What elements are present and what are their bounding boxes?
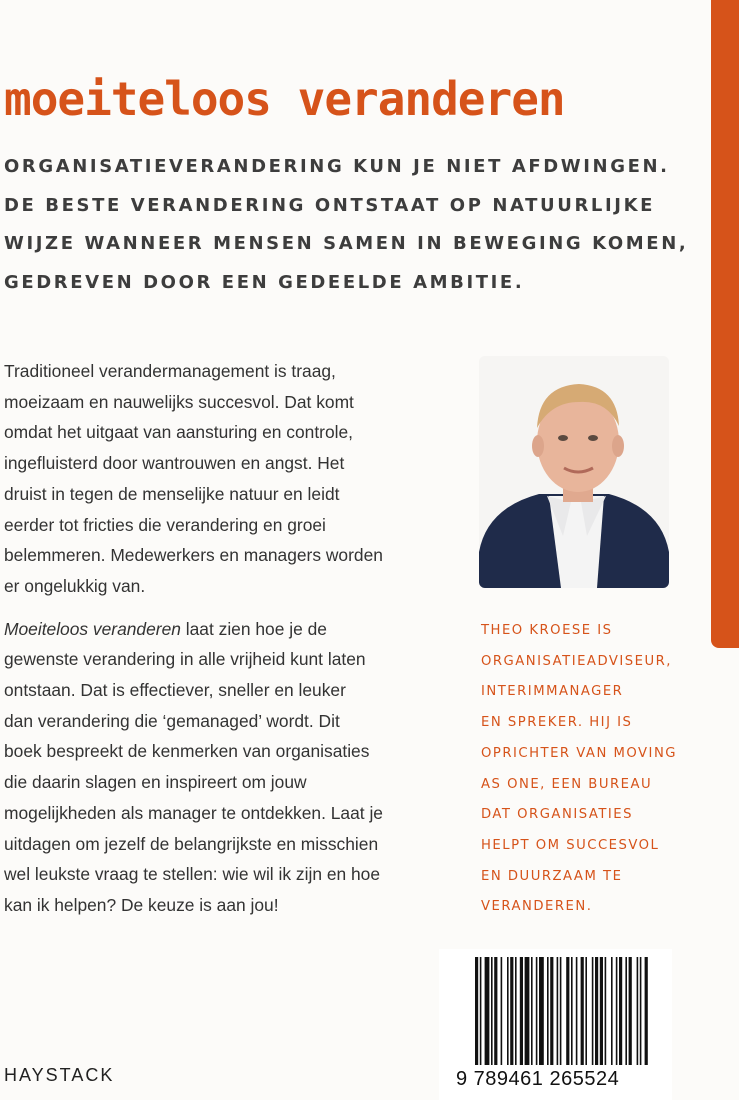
- body-paragraph-2: [4, 614, 464, 921]
- barcode-bar: [571, 957, 573, 1065]
- barcode-bar: [576, 957, 578, 1065]
- bio-line: HELPT OM SUCCESVOL: [481, 837, 660, 853]
- bio-line: OPRICHTER VAN MOVING: [481, 745, 678, 761]
- barcode-bar: [507, 957, 509, 1065]
- body-line: wel leukste vraag te stellen: wie wil ik zijn en hoe: [4, 864, 381, 885]
- body-line: belemmeren. Medewerkers en managers worden: [4, 545, 383, 566]
- barcode-bar: [600, 957, 603, 1065]
- body-line-rest: laat zien hoe je de: [180, 618, 327, 639]
- barcode-bar: [547, 957, 549, 1065]
- barcode-bar: [501, 957, 503, 1065]
- book-title: moeiteloos veranderen: [4, 72, 565, 126]
- body-line: Traditioneel verandermanagement is traag,: [4, 361, 336, 381]
- body-line: omdat het uitgaat van aansturing en controle,: [4, 422, 354, 443]
- barcode-bar: [645, 957, 648, 1065]
- body-paragraph-1: [4, 356, 464, 602]
- barcode-bar: [475, 957, 478, 1065]
- barcode-bar: [592, 957, 594, 1065]
- body-line: mogelijkheden als manager te ontdekken. Laat je: [4, 802, 383, 823]
- barcode-bar: [491, 957, 493, 1065]
- isbn-number: 9 789461 265524: [456, 1068, 620, 1090]
- barcode-bar: [520, 957, 523, 1065]
- publisher-name: HAYSTACK: [4, 1065, 115, 1085]
- barcode-bar: [485, 957, 490, 1065]
- bio-line: EN DUURZAAM TE: [481, 868, 623, 884]
- barcode-bar: [637, 957, 639, 1065]
- body-line: ontstaan. Dat is effectiever, sneller en leuker: [4, 680, 346, 701]
- barcode-bar: [494, 957, 497, 1065]
- body-line: boek bespreekt de kenmerken van organisaties: [4, 741, 370, 762]
- body-line: druist in tegen de menselijke natuur en leidt: [4, 483, 340, 504]
- author-bio: [481, 616, 701, 923]
- body-line: er ongelukkig van.: [4, 575, 146, 596]
- barcode-bar: [640, 957, 642, 1065]
- lead-line: GEDREVEN DOOR EEN GEDEELDE AMBITIE.: [4, 271, 525, 293]
- barcode-bar: [619, 957, 622, 1065]
- barcode-bar: [585, 957, 587, 1065]
- bio-line: AS ONE, EEN BUREAU: [481, 776, 653, 792]
- barcode-bar: [536, 957, 538, 1065]
- lead-line: DE BESTE VERANDERING ONTSTAAT OP NATUURLIJKE: [4, 194, 656, 216]
- barcode-bar: [557, 957, 559, 1065]
- body-line: [4, 614, 464, 645]
- bio-line: DAT ORGANISATIES: [481, 807, 633, 823]
- barcode-bar: [525, 957, 530, 1065]
- barcode-bar: [605, 957, 607, 1065]
- barcode-bar: [566, 957, 569, 1065]
- book-title-italic: Moeiteloos veranderen: [4, 618, 181, 639]
- barcode-bar: [531, 957, 533, 1065]
- body-text: [4, 356, 464, 921]
- bio-line: ORGANISATIEADVISEUR,: [481, 653, 672, 669]
- barcode: [439, 949, 672, 1100]
- lead-statement: [4, 148, 704, 302]
- barcode-bar: [629, 957, 632, 1065]
- barcode-bar: [595, 957, 598, 1065]
- body-line: kan ik helpen? De keuze is aan jou!: [4, 894, 279, 915]
- barcode-bar: [560, 957, 562, 1065]
- barcode-bar: [581, 957, 584, 1065]
- barcode-bar: [515, 957, 517, 1065]
- barcode-bar: [510, 957, 513, 1065]
- bio-line: INTERIMMANAGER: [481, 684, 624, 700]
- barcode-bar: [480, 957, 482, 1065]
- barcode-bar: [625, 957, 627, 1065]
- bio-line: THEO KROESE IS: [481, 623, 613, 638]
- body-line: gewenste verandering in alle vrijheid kunt laten: [4, 649, 366, 670]
- bio-line: EN SPREKER. HIJ IS: [481, 715, 633, 731]
- bio-line: VERANDEREN.: [481, 899, 593, 915]
- publisher-logo: [4, 1065, 114, 1086]
- author-photo: [479, 356, 669, 588]
- body-line: ingefluisterd door wantrouwen en angst. Het: [4, 453, 345, 474]
- author-portrait-illustration: [479, 356, 669, 588]
- barcode-bar: [550, 957, 553, 1065]
- body-line: dan verandering die ‘gemanaged’ wordt. Dit: [4, 710, 340, 731]
- body-line: uitdagen om jezelf de belangrijkste en misschien: [4, 833, 379, 854]
- barcode-bars: [439, 957, 672, 1075]
- body-line: eerder tot fricties die verandering en groei: [4, 514, 326, 535]
- body-line: moeizaam en nauwelijks succesvol. Dat komt: [4, 391, 354, 412]
- barcode-bar: [611, 957, 613, 1065]
- lead-line: ORGANISATIEVERANDERING KUN JE NIET AFDWINGEN.: [4, 156, 670, 177]
- barcode-bar: [616, 957, 618, 1065]
- barcode-bar: [539, 957, 544, 1065]
- spine-accent-bar: [711, 0, 739, 648]
- body-line: die daarin slagen en inspireert om jouw: [4, 772, 307, 793]
- lead-line: WIJZE WANNEER MENSEN SAMEN IN BEWEGING KOMEN,: [4, 233, 689, 254]
